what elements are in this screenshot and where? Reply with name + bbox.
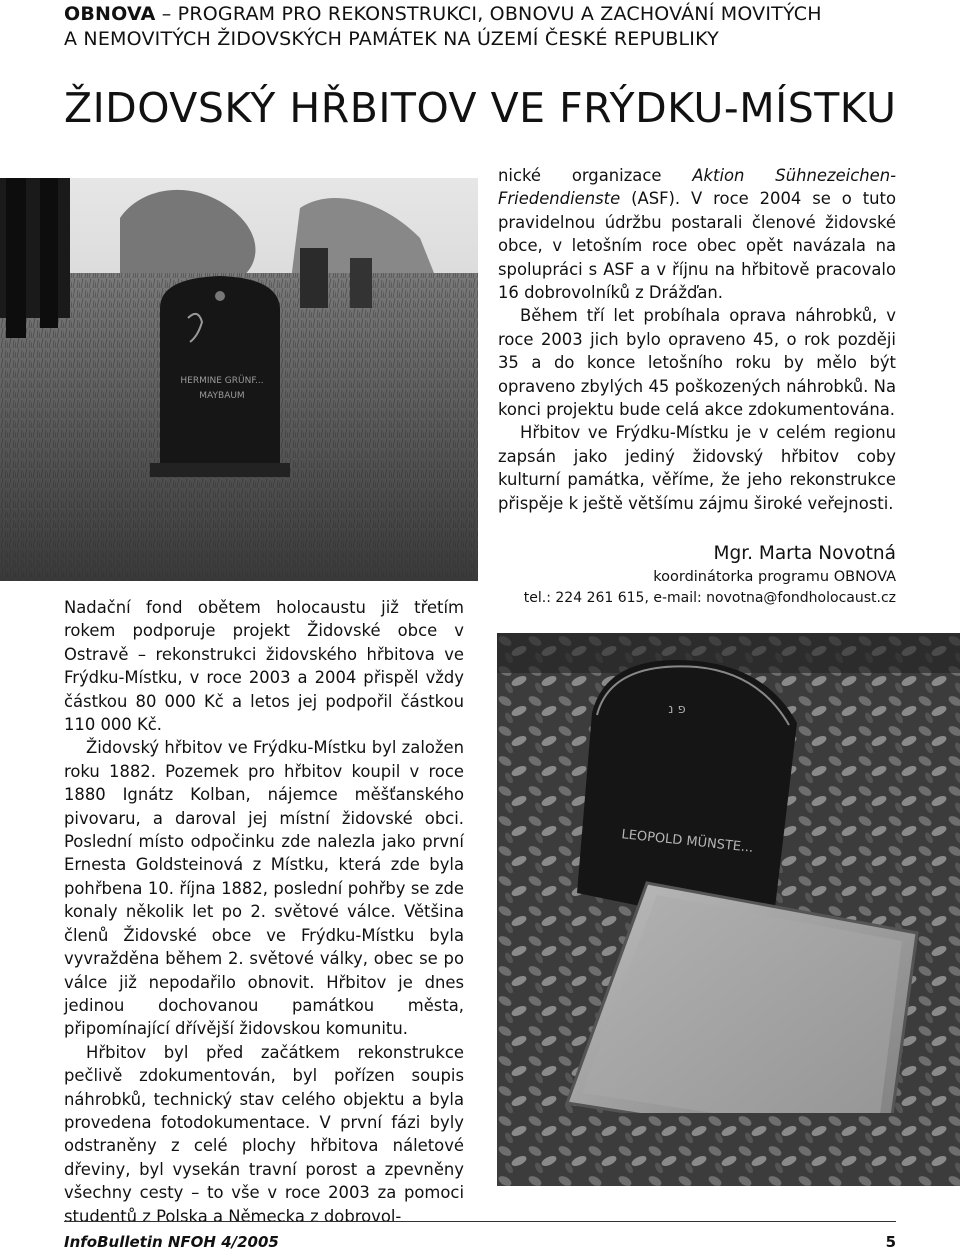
left-paragraph-3: Hřbitov byl před začátkem rekonstrukce pečlivě zdokumentován, byl pořízen soupis náhrobků, technický stav celého objektu a byla provedena fotodokumentace. V první fázi byly odstraněny z celé plochy hřbitova náletové dřeviny, byl vysekán travní porost a zpevněny všechny cesty – to vše v roce 2003 za pomoci studentů z Polska a Německa z dobrovol- [64, 1042, 464, 1226]
right-paragraph-1 [498, 164, 896, 304]
header-brand: OBNOVA [64, 3, 156, 25]
footer-divider [64, 1221, 896, 1222]
author-name: Mgr. Marta Novotná [713, 543, 896, 564]
photo-fallen-gravestones [497, 633, 960, 1186]
photo-stone-inscription-1: HERMINE GRÜNF... [180, 376, 264, 386]
left-column-text [64, 596, 464, 1228]
header-line-2: A NEMOVITÝCH ŽIDOVSKÝCH PAMÁTEK NA ÚZEMÍ ČESKÉ REPUBLIKY [64, 28, 719, 50]
right-p1-end: (ASF). V roce 2004 se o tuto pravidelnou údržbu postarali členové židovské obce, v letošním roce obec opět navázala na spolupráci s ASF a v říjnu na hřbitově pracovalo 16 dobrovolníků z Drážďan. [498, 189, 896, 303]
page-title: ŽIDOVSKÝ HŘBITOV VE FRÝDKU-MÍSTKU [64, 84, 897, 132]
organization-name: Aktion Sühnezeichen-Friedendienste [498, 166, 896, 209]
right-paragraph-3: Hřbitov ve Frýdku-Místku je v celém regionu zapsán jako jediný židovský hřbitov coby kulturní památka, věříme, že jeho rekonstrukce přispěje k ještě většímu zájmu široké veřejnosti. [498, 423, 896, 513]
right-column-text [498, 164, 896, 515]
header-line-1-text: – PROGRAM PRO REKONSTRUKCI, OBNOVU A ZACHOVÁNÍ MOVITÝCH [155, 3, 822, 25]
left-paragraph-1: Nadační fond obětem holocaustu již třetím rokem podporuje projekt Židovské obce v Ostravě – rekonstrukci židovského hřbitova ve Frýdku-Místku, v roce 2003 a 2004 přispěl vždy částkou 80 000 Kč a letos jej podpořil částkou 110 000 Kč. [64, 598, 464, 735]
photo-stone-inscription-leopold: LEOPOLD MÜNSTE... [620, 827, 754, 856]
photo-stone-inscription-2: MAYBAUM [199, 391, 245, 401]
series-header [64, 2, 904, 52]
right-paragraph-2: Během tří let probíhala oprava náhrobků, v roce 2003 jich bylo opraveno 45, o rok později 35 a do konce letošního roku by mělo být opraveno zbylých 45 poškozených náhrobků. Na konci projektu bude celá akce zdokumentována. [498, 306, 896, 420]
photo-gravestone-grass [0, 178, 478, 581]
header-line-1 [64, 2, 904, 27]
left-paragraph-2: Židovský hřbitov ve Frýdku-Místku byl založen roku 1882. Pozemek pro hřbitov koupil v roce 1880 Ignátz Kolban, nájemce měšťanského pivovaru, a daroval jej místní židovské obci. Poslední místo odpočinku zde nalezla jako první Ernesta Goldsteinová z Místku, která zde byla pohřbena 10. října 1882, poslední pohřby se zde konaly několik let po 2. světové válce. Většina členů Židovské obce ve Frýdku-Místku byla vyvražděna během 2. světové války, obec se po válce již nepodařilo obnovit. Hřbitov je dnes jedinou dochovanou památkou města, připomínající dřívější židovskou komunitu. [64, 738, 464, 1039]
footer-publication: InfoBulletin NFOH 4/2005 [64, 1233, 279, 1251]
author-signature [524, 542, 896, 608]
author-contact: tel.: 224 261 615, e-mail: novotna@fondholocaust.cz [523, 590, 896, 606]
svg-text:פ נ: פ נ [668, 702, 686, 717]
page-number: 5 [885, 1233, 896, 1251]
right-p1-start: nické organizace [498, 166, 693, 185]
author-role: koordinátorka programu OBNOVA [653, 569, 896, 585]
